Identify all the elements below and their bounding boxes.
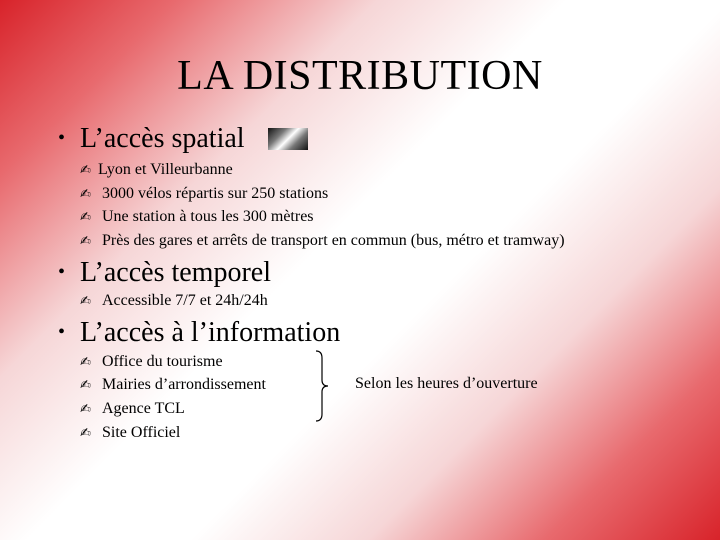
pointing-hand-icon: ✍ [80,163,91,178]
list-item [80,352,223,373]
list-item [80,184,328,205]
list-item [80,375,266,396]
list-item-text: Une station à tous les 300 mètres [102,208,314,225]
bullet-dot-icon: • [58,321,66,343]
list-item [80,160,233,181]
list-item-text: Lyon et Villeurbanne [98,161,233,178]
list-item [80,291,268,312]
bullet-dot-icon: • [58,261,66,283]
slide-title: LA DISTRIBUTION [177,53,543,99]
pointing-hand-icon: ✍ [80,234,91,249]
list-item-text: Accessible 7/7 et 24h/24h [102,292,268,309]
list-item-text: Office du tourisme [102,353,223,370]
list-item-text: Mairies d’arrondissement [102,376,266,393]
list-item-text: 3000 vélos répartis sur 250 stations [102,185,329,202]
pointing-hand-icon: ✍ [80,378,91,393]
bullet-label: L’accès temporel [80,257,271,288]
pointing-hand-icon: ✍ [80,294,91,309]
list-item [80,423,180,444]
pointing-hand-icon: ✍ [80,402,91,417]
list-item-text: Site Officiel [102,424,181,441]
bullet-label: L’accès spatial [80,123,245,154]
gradient-swatch-icon [268,128,308,150]
bullet-access-information [58,316,340,349]
list-item [80,207,314,228]
bullet-dot-icon: • [58,127,66,149]
right-brace-icon [312,350,336,422]
list-item-text: Près des gares et arrêts de transport en commun (bus, métro et tramway) [102,232,565,249]
pointing-hand-icon: ✍ [80,187,91,202]
list-item-text: Agence TCL [102,400,185,417]
bullet-access-temporel [58,256,271,289]
opening-hours-note: Selon les heures d’ouverture [355,375,538,392]
pointing-hand-icon: ✍ [80,426,91,441]
bullet-label: L’accès à l’information [80,317,341,348]
list-item [80,231,565,252]
pointing-hand-icon: ✍ [80,355,91,370]
list-item [80,399,185,420]
bullet-access-spatial [58,122,245,155]
pointing-hand-icon: ✍ [80,210,91,225]
